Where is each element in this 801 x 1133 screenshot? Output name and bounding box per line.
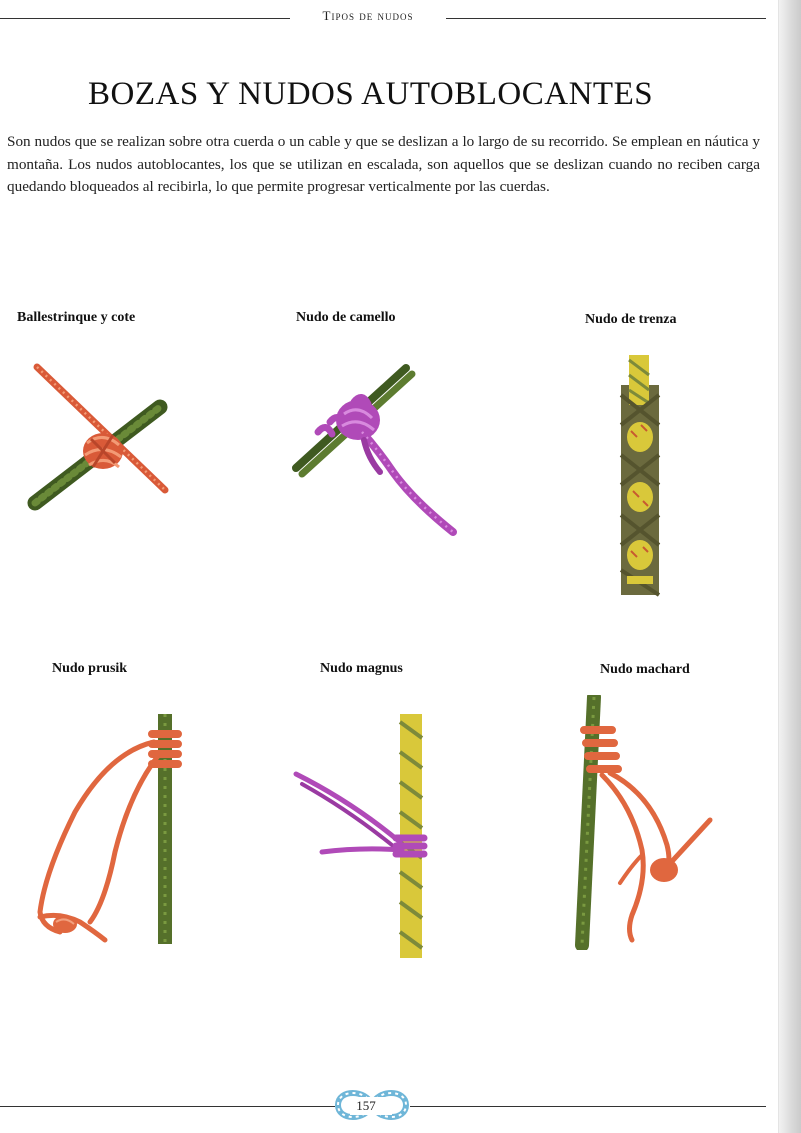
caption-ballestrinque: Ballestrinque y cote	[17, 310, 136, 325]
caption-trenza: Nudo de trenza	[585, 312, 677, 327]
magnus-knot-illustration	[292, 712, 442, 960]
header-rule-left	[0, 18, 290, 19]
caption-prusik: Nudo prusik	[52, 661, 128, 676]
caption-machard: Nudo machard	[600, 662, 690, 677]
ballestrinque-knot-illustration	[25, 355, 175, 515]
caption-magnus: Nudo magnus	[320, 661, 403, 676]
trenza-knot-illustration	[615, 355, 665, 598]
page-title: BOZAS Y NUDOS AUTOBLOCANTES	[88, 76, 654, 112]
header-rule-right	[446, 18, 766, 19]
footer-rule-left	[0, 1106, 335, 1107]
footer-rule-right	[410, 1106, 766, 1107]
prusik-knot-illustration	[20, 712, 190, 952]
page-number: 157	[356, 1098, 376, 1113]
intro-paragraph: Son nudos que se realizan sobre otra cuerda o un cable y que se deslizan a lo largo de su recorrido. Se emplean en náutica y montaña. Los nudos autoblocantes, los que se utilizan en escalada, son aquellos que se deslizan cuando no reciben carga quedando bloqueados al recibirla, lo que permite progresar verticalmente por las cuerdas.	[7, 133, 760, 195]
page-edge	[778, 0, 801, 1133]
caption-camello: Nudo de camello	[296, 310, 396, 325]
machard-knot-illustration	[572, 695, 722, 950]
camello-knot-illustration	[288, 360, 468, 540]
running-head: Tipos de nudos	[322, 8, 414, 23]
